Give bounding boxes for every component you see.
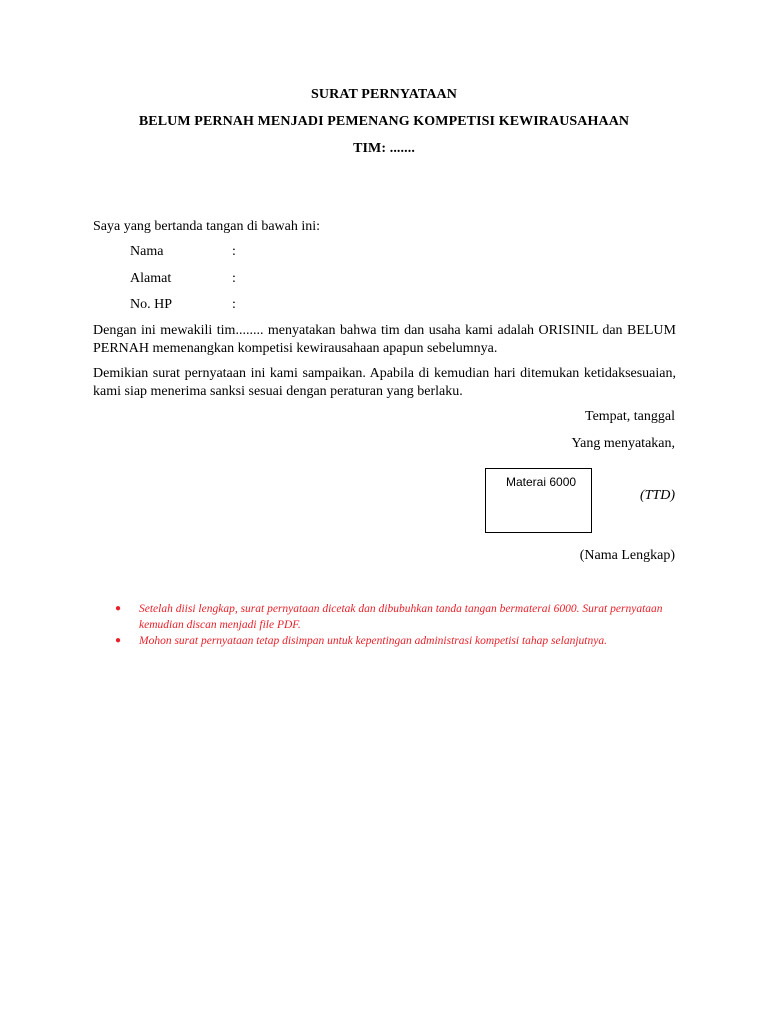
signature-placeholder: (TTD) [639,488,675,503]
statement-paragraph: Dengan ini mewakili tim........ menyatakan bahwa tim dan usaha kami adalah ORISINIL dan BELUM PERNAH memenangkan kompetisi kewirausahaan apapun sebelumnya. [93,323,676,356]
note-text: Setelah diisi lengkap, surat pernyataan dicetak dan dibubuhkan tanda tangan bermaterai 6000. Surat pernyataan kemudian discan menjadi file PDF. [139,603,663,631]
document-subtitle: BELUM PERNAH MENJADI PEMENANG KOMPETISI KEWIRAUSAHAAN [138,114,630,129]
list-item [115,633,680,649]
stamp-box [485,468,592,533]
notes-list [115,601,680,649]
bullet-icon: ● [115,603,122,614]
place-date: Tempat, tanggal [585,409,675,424]
list-item [115,601,680,633]
note-text: Mohon surat pernyataan tetap disimpan untuk kepentingan administrasi kompetisi tahap selanjutnya. [139,635,607,647]
field-colon-no-hp: : [232,297,236,312]
bullet-icon: ● [115,635,122,646]
team-line: TIM: ....... [353,141,415,156]
field-label-no-hp: No. HP [130,297,173,312]
document-title: SURAT PERNYATAAN [311,87,457,102]
field-colon-alamat: : [232,271,236,286]
closing-paragraph: Demikian surat pernyataan ini kami sampaikan. Apabila di kemudian hari ditemukan ketidaksesuaian, kami siap menerima sanksi sesuai dengan peraturan yang berlaku. [93,366,676,399]
field-label-nama: Nama [130,244,164,259]
field-label-alamat: Alamat [130,271,172,286]
stamp-label: Materai 6000 [506,475,577,489]
declarant-label: Yang menyatakan, [571,436,675,451]
intro-text: Saya yang bertanda tangan di bawah ini: [93,219,321,234]
full-name-placeholder: (Nama Lengkap) [579,548,675,563]
field-colon-nama: : [232,244,236,259]
